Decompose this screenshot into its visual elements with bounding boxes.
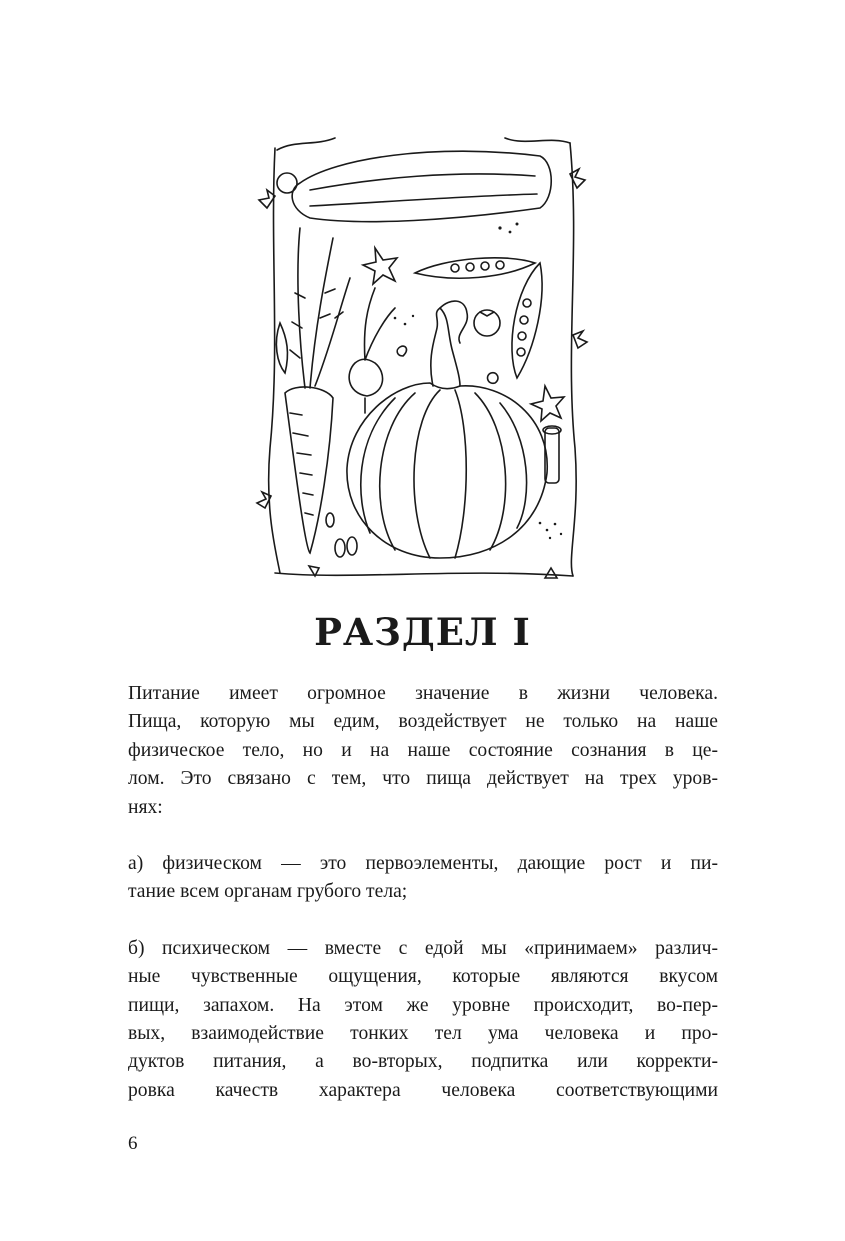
text-line: физическое тело, но и на наше состояние сознания в це- (128, 739, 718, 761)
text-line: дуктов питания, а во-вторых, подпитка или корректи- (128, 1051, 718, 1073)
paragraph (128, 680, 718, 822)
text-line: ные чувственные ощущения, которые являются вкусом (128, 966, 718, 988)
section-title: РАЗДЕЛ I (314, 610, 531, 654)
text-line: а) физическом — это первоэлементы, дающие рост и пи- (128, 853, 718, 875)
text-line: вых, взаимодействие тонких тел ума человека и про- (128, 1023, 718, 1045)
text-line: лом. Это связано с тем, что пища действует на трех уров- (128, 768, 718, 790)
body-text (128, 680, 718, 1133)
paragraph (128, 935, 718, 1105)
vegetables-illustration-icon (255, 128, 590, 583)
paragraph (128, 850, 718, 907)
text-line: б) психическом — вместе с едой мы «принимаем» различ- (128, 937, 718, 959)
text-line: ровка качеств характера человека соответствующими (128, 1079, 718, 1101)
text-line: Питание имеет огромное значение в жизни человека. (128, 683, 718, 704)
text-line: пищи, запахом. На этом же уровне происходит, во-пер- (128, 994, 718, 1016)
text-line: Пища, которую мы едим, воздействует не только на наше (128, 711, 718, 733)
text-line: нях: (128, 796, 163, 818)
page-number: 6 (128, 1133, 138, 1154)
text-line: тание всем органам грубого тела; (128, 881, 408, 903)
